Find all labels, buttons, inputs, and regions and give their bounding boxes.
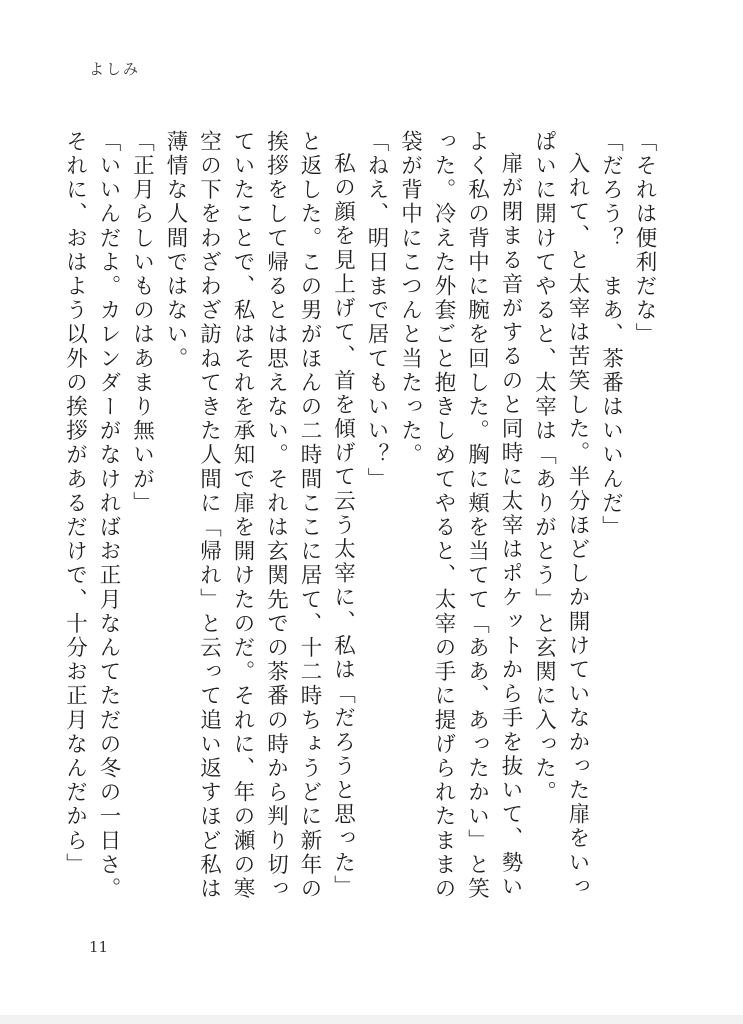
paragraph: 入れて、と太宰は苦笑した。半分ほどしか開けていなかった扉をいっぱいに開けてやると、太宰は「ありがとう」と玄関に入った。 bbox=[531, 130, 590, 899]
paragraph: 「ねえ、明日まで居てもいい？」 bbox=[364, 130, 389, 492]
paragraph: 「それは便利だな」 bbox=[632, 130, 657, 347]
paragraph: 「いいんだよ。カレンダーがなければお正月なんてただの冬の一日さ。それに、おはよう以外の挨拶があるだけで、十分お正月なんだから」 bbox=[62, 130, 121, 902]
bottom-divider bbox=[0, 1015, 743, 1024]
paragraph: 私の顔を見上げて、首を傾げて云う太宰に、私は「だろうと思った」と返した。この男がほんの二時間ここに居て、十二時ちょうどに新年の挨拶をして帰るとは思えない。それは玄関先での茶番の時から判り切っていたことで、私はそれを承知で扉を開けたのだ。それに、年の瀬の寒空の下をわざわざ訪ねてきた人間に「帰れ」と云って追い返すほど私は薄情な人間ではない。 bbox=[163, 130, 356, 902]
running-header: よしみ bbox=[89, 60, 141, 78]
paragraph: 扉が閉まる音がするのと同時に太宰はポケットから手を抜いて、勢いよく私の背中に腕を回した。胸に頬を当てて「ああ、あったかい」と笑った。冷えた外套ごと抱きしめてやると、太宰の手に提げられたままの袋が背中にこつんと当たった。 bbox=[397, 130, 523, 902]
paragraph: 「だろう？ まあ、茶番はいいんだ」 bbox=[598, 130, 624, 540]
body-text bbox=[62, 130, 661, 910]
paragraph: 「正月らしいものはあまり無いが」 bbox=[129, 130, 155, 516]
page-number: 11 bbox=[89, 938, 109, 956]
